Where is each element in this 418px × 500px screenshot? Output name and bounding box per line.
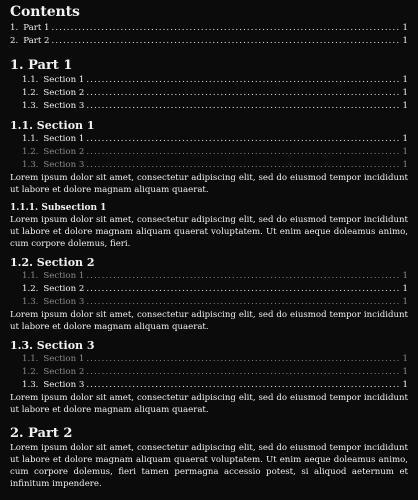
part-1-toc bbox=[10, 74, 408, 113]
toc-entry-part-1[interactable] bbox=[10, 22, 408, 35]
toc-label: Section 2 bbox=[43, 88, 85, 98]
toc-number: 1.2. bbox=[22, 367, 39, 377]
toc-entry-section-2[interactable] bbox=[10, 146, 408, 159]
toc-entry-section-3[interactable] bbox=[10, 296, 408, 309]
section-3-toc bbox=[10, 353, 408, 392]
toc-label: Section 3 bbox=[43, 297, 85, 307]
toc-number: 1.3. bbox=[22, 160, 39, 170]
toc-number: 1.3. bbox=[22, 101, 39, 111]
toc-label: Section 1 bbox=[43, 271, 85, 281]
toc-leader bbox=[86, 146, 400, 159]
toc-leader bbox=[86, 133, 400, 146]
toc-entry-section-3[interactable] bbox=[10, 159, 408, 172]
section-3-heading: 1.3. Section 3 bbox=[10, 339, 95, 352]
toc-number: 1.1. bbox=[22, 75, 39, 85]
section-1-toc bbox=[10, 133, 408, 172]
toc-entry-section-2[interactable] bbox=[10, 366, 408, 379]
toc-leader bbox=[86, 353, 400, 366]
toc-label: Part 2 bbox=[23, 36, 50, 46]
toc-label: Part 1 bbox=[23, 23, 50, 33]
toc-leader bbox=[86, 74, 400, 87]
toc-leader bbox=[51, 22, 400, 35]
toc-label: Section 1 bbox=[43, 75, 85, 85]
section-1-heading: 1.1. Section 1 bbox=[10, 119, 95, 132]
toc-entry-section-1[interactable] bbox=[10, 353, 408, 366]
toc-page-number: 1 bbox=[402, 284, 408, 294]
toc-number: 2. bbox=[10, 36, 19, 46]
section-2-toc bbox=[10, 270, 408, 309]
toc-entry-section-1[interactable] bbox=[10, 133, 408, 146]
toc-page-number: 1 bbox=[402, 36, 408, 46]
toc-number: 1.3. bbox=[22, 380, 39, 390]
toc-label: Section 3 bbox=[43, 380, 85, 390]
toc-page-number: 1 bbox=[402, 367, 408, 377]
contents-toc bbox=[10, 22, 408, 48]
toc-label: Section 1 bbox=[43, 134, 85, 144]
toc-number: 1. bbox=[10, 23, 19, 33]
toc-page-number: 1 bbox=[402, 23, 408, 33]
toc-label: Section 3 bbox=[43, 101, 85, 111]
contents-heading: Contents bbox=[10, 4, 80, 20]
toc-leader bbox=[86, 87, 400, 100]
toc-leader bbox=[86, 159, 400, 172]
subsection-1-paragraph: Lorem ipsum dolor sit amet, consectetur adipiscing elit, sed do eiusmod tempor incididunt ut labore et dolore magnam aliquam quaerat voluptatem. Ut enim aeque doleamus animo, cum corpore dolemus, fieri. bbox=[10, 215, 408, 249]
toc-leader bbox=[86, 283, 400, 296]
toc-number: 1.1. bbox=[22, 271, 39, 281]
toc-label: Section 2 bbox=[43, 147, 85, 157]
toc-number: 1.2. bbox=[22, 147, 39, 157]
toc-leader bbox=[86, 379, 400, 392]
toc-page-number: 1 bbox=[402, 134, 408, 144]
toc-page-number: 1 bbox=[402, 147, 408, 157]
part-1-heading: 1. Part 1 bbox=[10, 58, 73, 73]
toc-page-number: 1 bbox=[402, 380, 408, 390]
toc-leader bbox=[86, 296, 400, 309]
subsection-1-heading: 1.1.1. Subsection 1 bbox=[10, 203, 107, 213]
toc-number: 1.3. bbox=[22, 297, 39, 307]
toc-page-number: 1 bbox=[402, 160, 408, 170]
toc-page-number: 1 bbox=[402, 75, 408, 85]
toc-number: 1.1. bbox=[22, 354, 39, 364]
toc-entry-section-3[interactable] bbox=[10, 100, 408, 113]
toc-entry-section-3[interactable] bbox=[10, 379, 408, 392]
toc-label: Section 2 bbox=[43, 367, 85, 377]
section-1-paragraph: Lorem ipsum dolor sit amet, consectetur adipiscing elit, sed do eiusmod tempor incididunt ut labore et dolore magnam aliquam quaerat. bbox=[10, 173, 408, 195]
toc-page-number: 1 bbox=[402, 88, 408, 98]
toc-label: Section 2 bbox=[43, 284, 85, 294]
toc-page-number: 1 bbox=[402, 297, 408, 307]
section-2-paragraph: Lorem ipsum dolor sit amet, consectetur adipiscing elit, sed do eiusmod tempor incididunt ut labore et dolore magnam aliquam quaerat. bbox=[10, 310, 408, 332]
toc-entry-part-2[interactable] bbox=[10, 35, 408, 48]
toc-page-number: 1 bbox=[402, 354, 408, 364]
toc-entry-section-2[interactable] bbox=[10, 87, 408, 100]
toc-leader bbox=[86, 366, 400, 379]
toc-label: Section 1 bbox=[43, 354, 85, 364]
toc-page-number: 1 bbox=[402, 101, 408, 111]
section-2-heading: 1.2. Section 2 bbox=[10, 256, 95, 269]
part-2-heading: 2. Part 2 bbox=[10, 426, 73, 441]
toc-label: Section 3 bbox=[43, 160, 85, 170]
section-3-paragraph: Lorem ipsum dolor sit amet, consectetur adipiscing elit, sed do eiusmod tempor incididunt ut labore et dolore magnam aliquam quaerat. bbox=[10, 393, 408, 415]
toc-number: 1.2. bbox=[22, 284, 39, 294]
toc-entry-section-1[interactable] bbox=[10, 270, 408, 283]
toc-leader bbox=[51, 35, 400, 48]
part-2-paragraph: Lorem ipsum dolor sit amet, consectetur adipiscing elit, sed do eiusmod tempor incididunt ut labore et dolore magnam aliquam quaerat voluptatem. Ut enim aeque doleamus animo, cum corpore dolemus, fieri tamen permagna accessio potest, si aliquod aeternum et infinitum impendere. bbox=[10, 443, 408, 489]
toc-number: 1.2. bbox=[22, 88, 39, 98]
toc-leader bbox=[86, 270, 400, 283]
toc-entry-section-2[interactable] bbox=[10, 283, 408, 296]
toc-number: 1.1. bbox=[22, 134, 39, 144]
toc-leader bbox=[86, 100, 400, 113]
toc-entry-section-1[interactable] bbox=[10, 74, 408, 87]
toc-page-number: 1 bbox=[402, 271, 408, 281]
